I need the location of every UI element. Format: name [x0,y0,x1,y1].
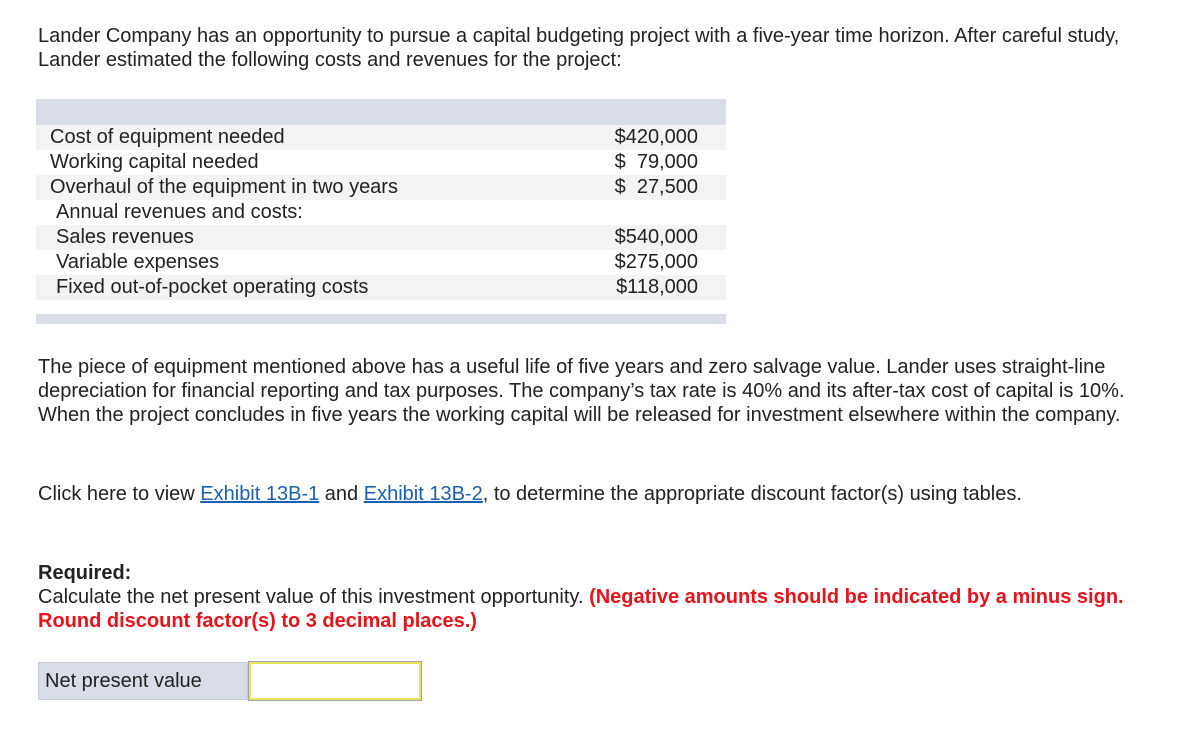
row-amount: $ 79,000 [488,150,726,175]
table-row [36,275,726,300]
table-row [36,250,726,275]
npv-label: Net present value [38,662,248,700]
table-row [36,175,726,200]
table-spacer-row [36,300,726,314]
row-label: Cost of equipment needed [36,125,488,150]
npv-input[interactable] [249,662,421,700]
intro-paragraph: Lander Company has an opportunity to pursue a capital budgeting project with a five-year time horizon. After careful study, Lander estimated the following costs and revenues for the project: [38,25,1120,71]
cost-revenue-table [36,99,726,324]
exhibit-suffix: , to determine the appropriate discount factor(s) using tables. [482,483,1022,505]
required-section [38,561,1148,633]
table-header-row [36,99,726,125]
exhibit-13b-2-link[interactable]: Exhibit 13B-2 [363,483,483,505]
details-paragraph: The piece of equipment mentioned above has a useful life of five years and zero salvage value. Lander uses straight-line depreciation for financial reporting and tax purposes. The company’s tax rate is 40% and its after-tax cost of capital is 10%. When the project concludes in five years the working capital will be released for investment elsewhere within the company. [38,356,1125,426]
row-amount: $ 27,500 [488,175,726,200]
row-label: Overhaul of the equipment in two years [36,175,488,200]
table-row [36,225,726,250]
row-amount: $540,000 [488,225,726,250]
required-title: Required: [38,562,132,584]
row-label: Variable expenses [36,250,488,275]
table-row [36,125,726,150]
row-label: Annual revenues and costs: [36,200,488,225]
exhibit-middle: and [319,483,364,505]
table-row [36,200,726,225]
row-amount [488,200,726,225]
required-instruction: (Negative amounts should be indicated by a minus sign. Round discount factor(s) to 3 decimal places.) [38,586,1124,632]
exhibit-13b-1-link[interactable]: Exhibit 13B-1 [200,483,320,505]
exhibit-paragraph [38,481,1148,508]
table-row [36,150,726,175]
row-label: Working capital needed [36,150,488,175]
table-footer-row [36,314,726,324]
row-label: Fixed out-of-pocket operating costs [36,275,488,300]
required-text: Calculate the net present value of this investment opportunity. [38,586,590,608]
row-amount: $275,000 [488,250,726,275]
exhibit-prefix: Click here to view [38,483,201,505]
row-amount: $118,000 [488,275,726,300]
row-label: Sales revenues [36,225,488,250]
row-amount: $420,000 [488,125,726,150]
